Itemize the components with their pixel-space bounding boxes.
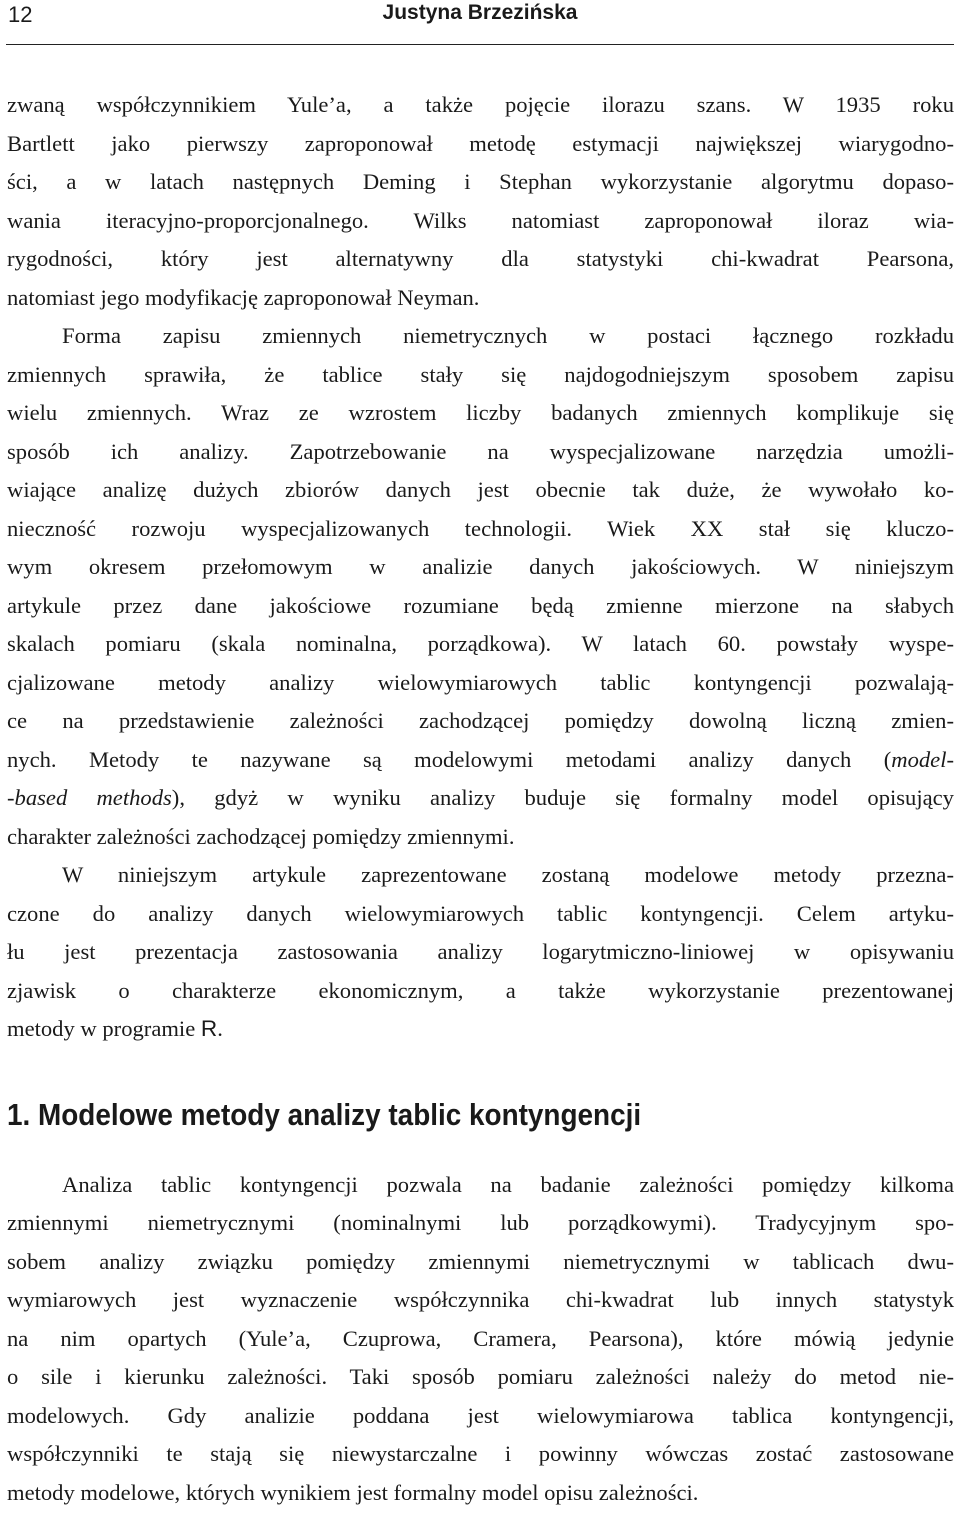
- text-line: W niniejszym artykule zaprezentowane zostaną modelowe metody przezna-: [62, 862, 954, 887]
- text-line: wiające analizę dużych zbiorów danych jest obecnie tak duże, że wywołało ko-: [7, 477, 954, 502]
- text-line: wielu zmiennych. Wraz ze wzrostem liczby badanych zmiennych komplikuje się: [7, 400, 954, 425]
- text-line: [7, 779, 954, 818]
- text-line: zwaną współczynnikiem Yule’a, a także pojęcie ilorazu szans. W 1935 roku: [7, 92, 954, 117]
- text-line: [7, 741, 954, 780]
- page-header: [6, 0, 954, 45]
- italic-term: model-: [891, 746, 954, 772]
- text-run: .: [217, 1016, 223, 1041]
- text-line: współczynniki te stają się niewystarczalne i powinny wówczas zostać zastosowane: [7, 1441, 954, 1466]
- text-line: łu jest prezentacja zastosowania analizy logarytmiczno-liniowej w opisywaniu: [7, 939, 954, 964]
- text-line: metody modelowe, których wynikiem jest formalny model opisu zależności.: [7, 1479, 699, 1505]
- text-line: Forma zapisu zmiennych niemetrycznych w postaci łącznego rozkładu: [62, 323, 954, 348]
- text-line: artykule przez dane jakościowe rozumiane będą zmienne mierzone na słabych: [7, 592, 954, 618]
- text-line: zmiennymi niemetrycznymi (nominalnymi lub porządkowymi). Tradycyjnym spo-: [7, 1210, 954, 1235]
- text-line: ści, a w latach następnych Deming i Stephan wykorzystanie algorytmu dopaso-: [7, 169, 954, 194]
- text-line: wym okresem przełomowym w analizie danych jakościowych. W niniejszym: [7, 554, 954, 579]
- text-line: modelowych. Gdy analizie poddana jest wielowymiarowa tablica kontyngencji,: [7, 1402, 954, 1428]
- text-line: sposób ich analizy. Zapotrzebowanie na wyspecjalizowane narzędzia umożli-: [7, 438, 954, 464]
- paragraph-2: [7, 317, 954, 856]
- paragraph-4: [7, 1166, 954, 1513]
- text-line: nieczność rozwoju wyspecjalizowanych technologii. Wiek XX stał się kluczo-: [7, 515, 954, 541]
- paragraph-1: [7, 86, 954, 317]
- text-line: na nim opartych (Yule’a, Czuprowa, Cramera, Pearsona), które mówią jedynie: [7, 1325, 954, 1351]
- section-heading: 1. Modelowe metody analizy tablic kontyngencji: [7, 1096, 642, 1132]
- text-line: charakter zależności zachodzącej pomiędzy zmiennymi.: [7, 823, 515, 849]
- text-line: sobem analizy związku pomiędzy zmiennymi niemetrycznymi w tablicach dwu-: [7, 1248, 954, 1274]
- text-run: metody w programie: [7, 1016, 201, 1041]
- page-body: [7, 86, 954, 1512]
- text-line: zjawisk o charakterze ekonomicznym, a także wykorzystanie prezentowanej: [7, 977, 954, 1003]
- text-run: nych. Metody te nazywane są modelowymi metodami analizy danych (: [7, 746, 892, 772]
- text-line: czone do analizy danych wielowymiarowych tablic kontyngencji. Celem artyku-: [7, 900, 954, 926]
- text-line: [7, 1010, 954, 1049]
- text-line: Bartlett jako pierwszy zaproponował metodę estymacji największej wiarygodno-: [7, 130, 954, 156]
- r-software-name: R: [200, 1016, 218, 1041]
- text-run: ), gdyż w wyniku analizy buduje się formalny model opisujący: [171, 785, 954, 810]
- text-line: Analiza tablic kontyngencji pozwala na badanie zależności pomiędzy kilkoma: [62, 1171, 954, 1197]
- text-line: wania iteracyjno-proporcjonalnego. Wilks natomiast zaproponował iloraz wia-: [7, 207, 954, 233]
- italic-term: -based methods: [7, 785, 172, 810]
- text-line: natomiast jego modyfikację zaproponował Neyman.: [7, 284, 480, 310]
- text-line: cjalizowane metody analizy wielowymiarowych tablic kontyngencji pozwalają-: [7, 669, 954, 695]
- paragraph-3: [7, 856, 954, 1049]
- running-head-author: Justyna Brzezińska: [382, 1, 578, 24]
- text-line: rygodności, który jest alternatywny dla statystyki chi-kwadrat Pearsona,: [7, 246, 954, 271]
- text-line: wymiarowych jest wyznaczenie współczynnika chi-kwadrat lub innych statystyk: [7, 1287, 954, 1312]
- text-line: skalach pomiaru (skala nominalna, porządkowa). W latach 60. powstały wyspe-: [7, 631, 954, 656]
- text-line: ce na przedstawienie zależności zachodzącej pomiędzy dowolną liczną zmien-: [7, 708, 954, 733]
- text-line: zmiennych sprawiła, że tablice stały się najdogodniejszym sposobem zapisu: [7, 361, 954, 387]
- text-line: o sile i kierunku zależności. Taki sposób pomiaru zależności należy do metod nie-: [7, 1364, 954, 1389]
- page-number: 12: [8, 2, 33, 27]
